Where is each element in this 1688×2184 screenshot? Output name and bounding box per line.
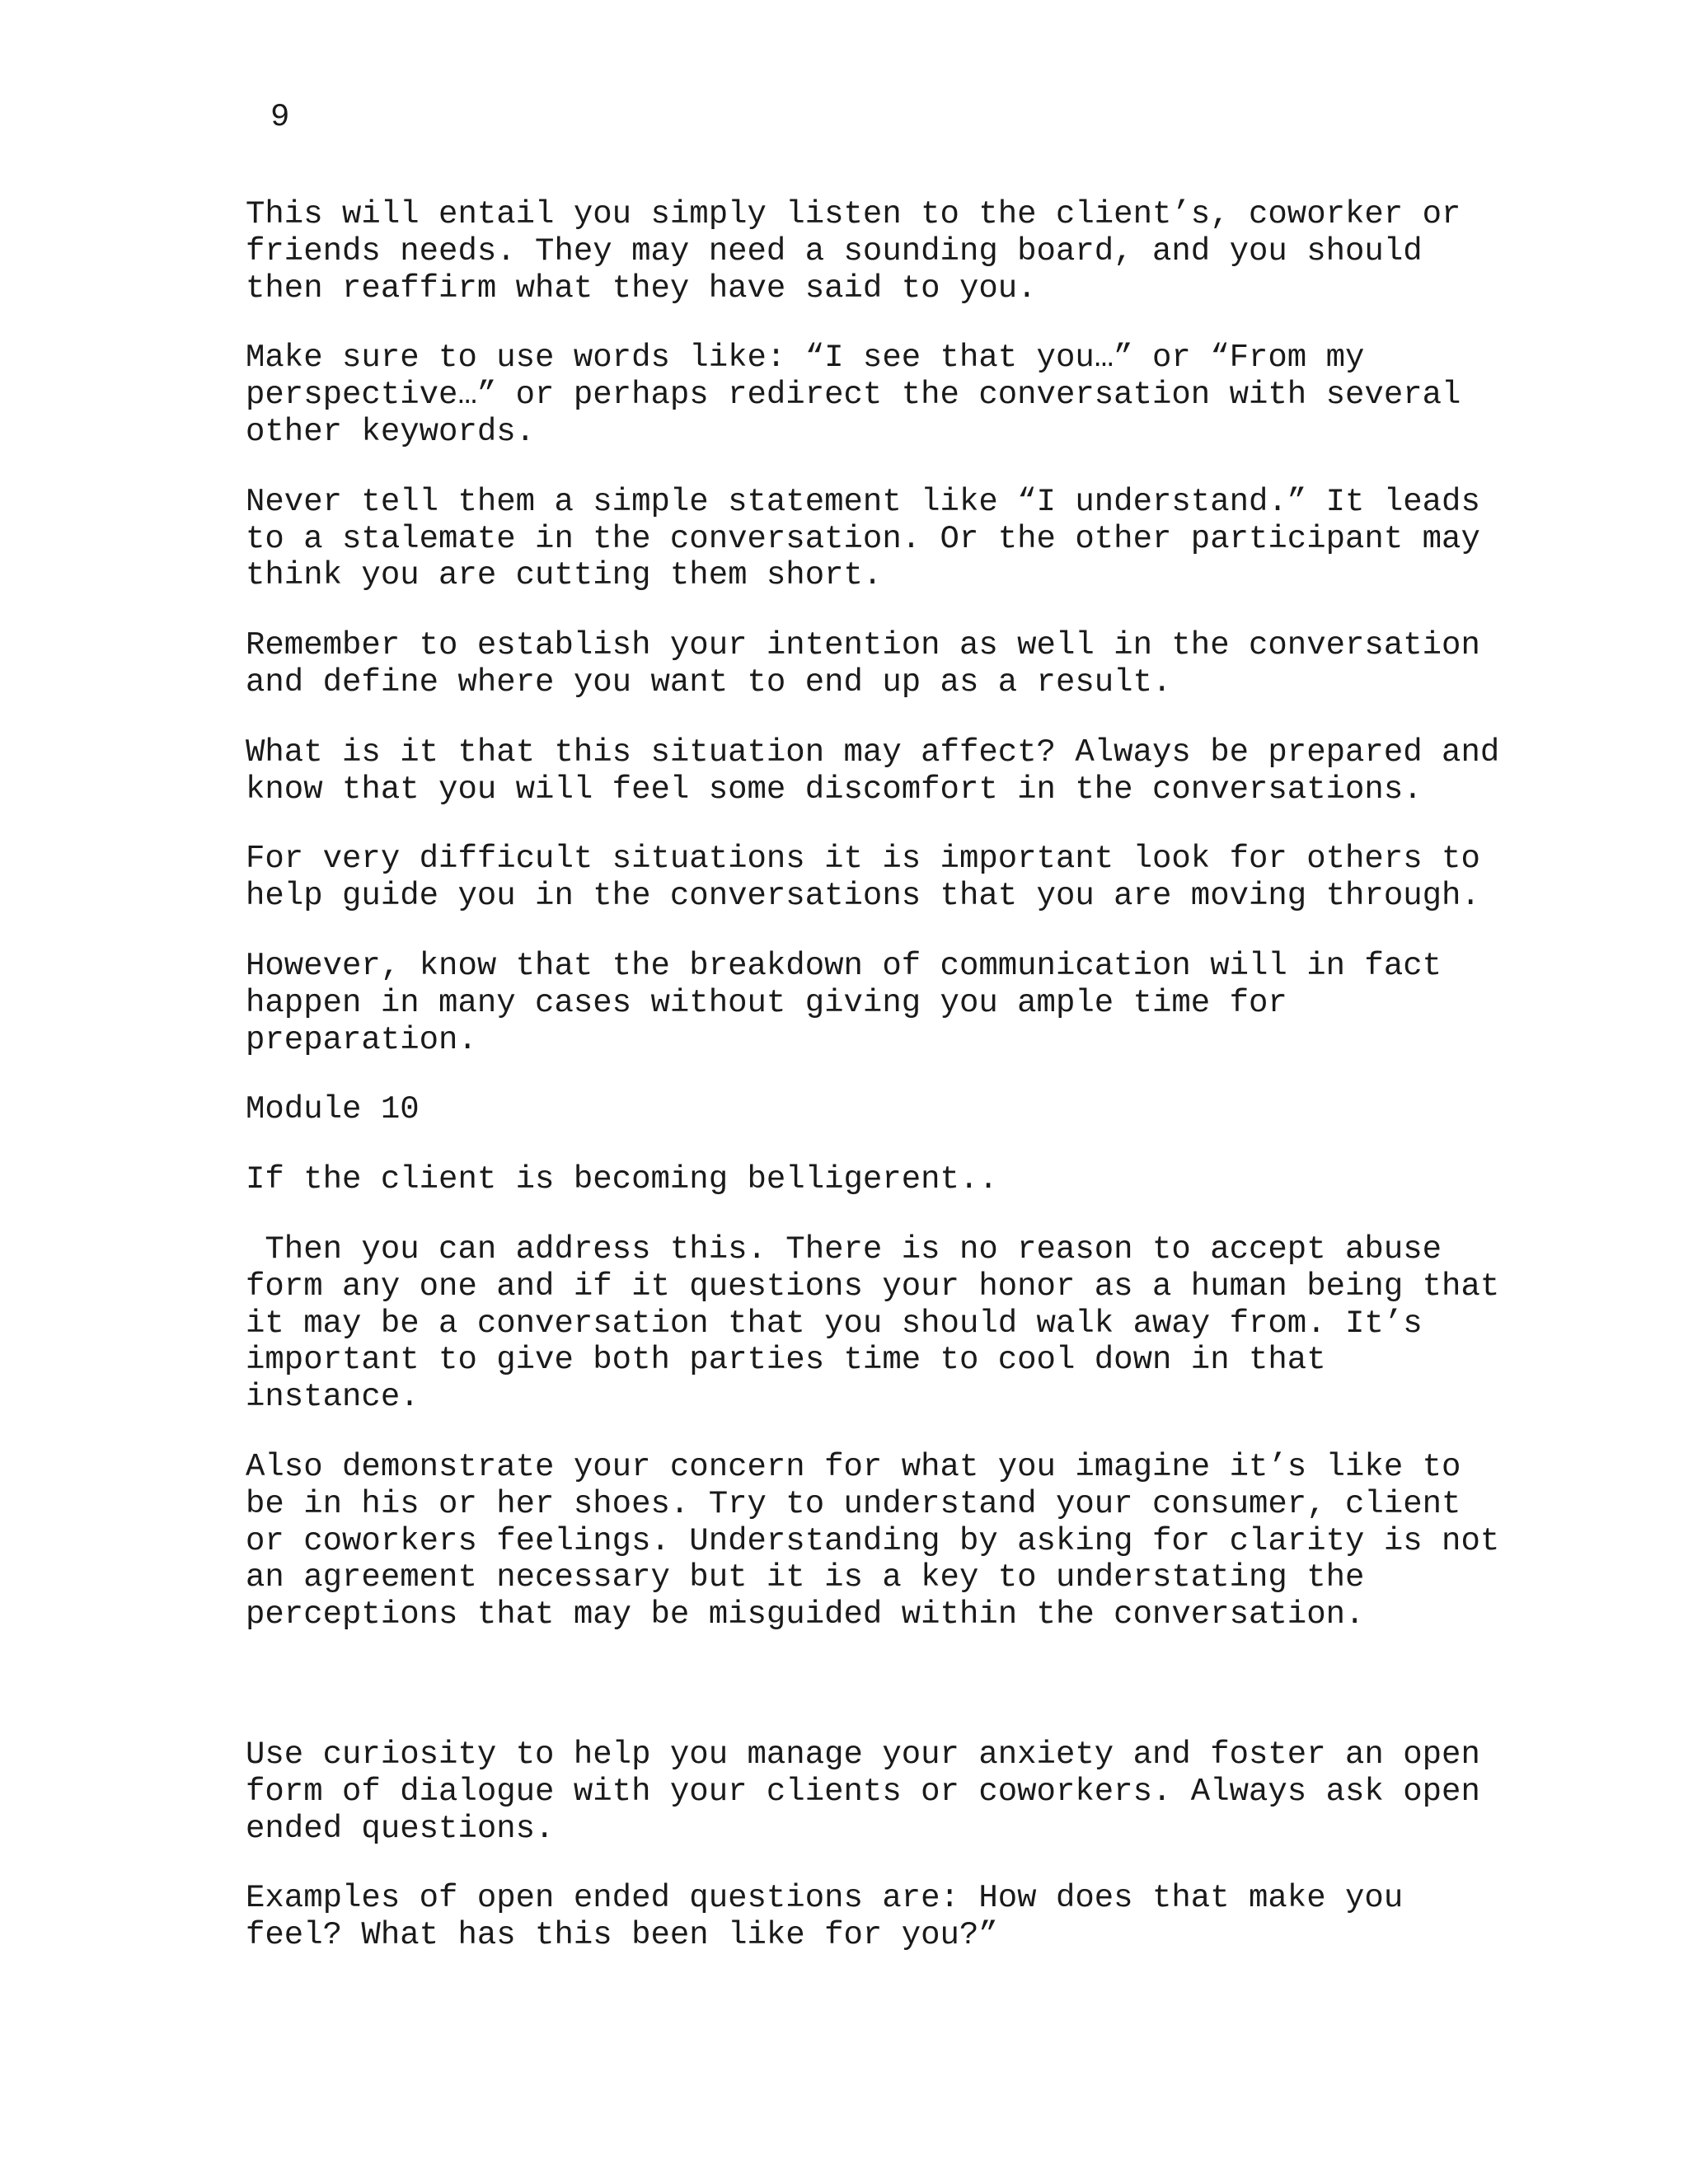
paragraph: Then you can address this. There is no reason to accept abuse form any one and if it questions your honor as a human being that it may be a conversation that you should walk away from. It’s important to give both parties time to cool down in that instance. — [246, 1230, 1500, 1416]
paragraph: What is it that this situation may affect? Always be prepared and know that you will feel some discomfort in the conversations. — [246, 733, 1500, 808]
paragraph: Never tell them a simple statement like “I understand.” It leads to a stalemate in the conversation. Or the other participant may think you are cutting them short. — [246, 483, 1480, 594]
paragraph: However, know that the breakdown of communication will in fact happen in many cases without giving you ample time for preparation. — [246, 947, 1442, 1058]
document-body — [246, 196, 1548, 1987]
paragraph: Examples of open ended questions are: How does that make you feel? What has this been like for you?” — [246, 1880, 1404, 1954]
paragraph: Also demonstrate your concern for what you imagine it’s like to be in his or her shoes. Try to understand your consumer, client or coworkers feelings. Understanding by asking for clarity is not an agreement necessary but it is a key to understating the perceptions that may be misguided within the conversation. — [246, 1448, 1500, 1633]
paragraph: This will entail you simply listen to the client’s, coworker or friends needs. They may need a sounding board, and you should then reaffirm what they have said to you. — [246, 196, 1461, 307]
paragraph: Make sure to use words like: “I see that you…” or “From my perspective…” or perhaps redirect the conversation with several other keywords. — [246, 340, 1461, 450]
section-heading: Module 10 — [246, 1091, 420, 1128]
paragraph: For very difficult situations it is important look for others to help guide you in the conversations that you are moving through. — [246, 841, 1480, 915]
paragraph: Remember to establish your intention as well in the conversation and define where you want to end up as a result. — [246, 627, 1480, 701]
page-number: 9 — [270, 99, 290, 135]
paragraph: If the client is becoming belligerent.. — [246, 1161, 998, 1198]
paragraph: Use curiosity to help you manage your anxiety and foster an open form of dialogue with your clients or coworkers. Always ask open ended questions. — [246, 1736, 1480, 1847]
